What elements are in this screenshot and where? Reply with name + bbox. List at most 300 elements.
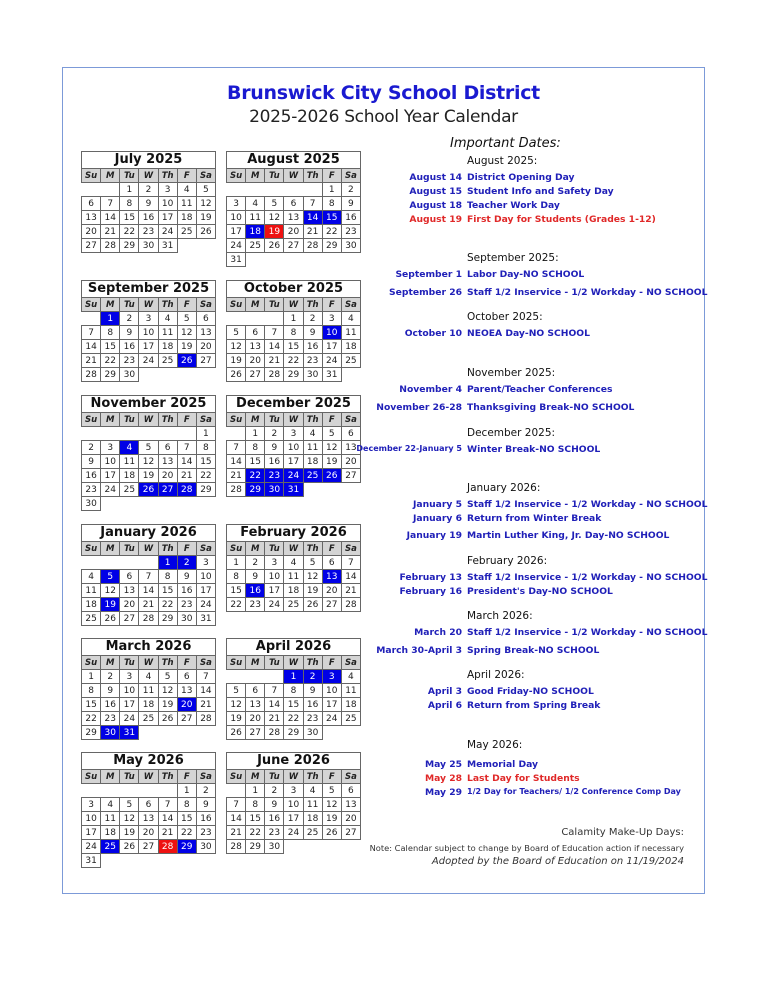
day-cell: 26 (196, 225, 215, 239)
empty-cell (227, 183, 246, 197)
weekday-header: Su (82, 656, 101, 670)
day-cell: 22 (82, 712, 101, 726)
day-cell: 5 (139, 441, 158, 455)
day-cell: 12 (227, 698, 246, 712)
day-cell: 11 (101, 812, 120, 826)
day-cell: 1 (322, 183, 341, 197)
day-cell: 30 (101, 726, 120, 740)
event-date: October 10 (404, 328, 462, 339)
day-cell: 8 (196, 441, 215, 455)
day-cell: 3 (158, 183, 177, 197)
day-cell: 30 (120, 368, 139, 382)
day-cell: 7 (101, 197, 120, 211)
day-cell: 10 (284, 798, 303, 812)
day-cell: 8 (101, 326, 120, 340)
day-cell: 6 (246, 326, 265, 340)
day-cell: 4 (284, 556, 303, 570)
day-cell: 30 (265, 840, 284, 854)
weekday-header: F (322, 656, 341, 670)
month-heading: February 2026: (467, 555, 548, 567)
day-cell: 9 (101, 684, 120, 698)
day-cell: 24 (158, 225, 177, 239)
important-date-item (360, 287, 708, 300)
weekday-header: Sa (196, 169, 215, 183)
month-title: July 2025 (82, 152, 216, 169)
day-cell: 14 (82, 340, 101, 354)
important-date-item (360, 384, 705, 397)
event-description: Student Info and Safety Day (467, 186, 614, 197)
weekday-header: F (322, 770, 341, 784)
important-date-item (360, 186, 705, 199)
day-cell: 6 (177, 670, 196, 684)
weekday-header: Th (303, 413, 322, 427)
day-cell: 14 (227, 455, 246, 469)
weekday-header: Su (227, 413, 246, 427)
day-cell: 23 (265, 826, 284, 840)
day-cell: 12 (120, 812, 139, 826)
day-cell: 13 (284, 211, 303, 225)
important-date-item (360, 269, 705, 282)
event-date: May 25 (424, 759, 462, 770)
day-cell: 9 (303, 684, 322, 698)
day-cell: 10 (227, 211, 246, 225)
day-cell: 18 (284, 584, 303, 598)
weekday-header: M (101, 169, 120, 183)
month-title: October 2025 (227, 281, 361, 298)
month-title: December 2025 (227, 396, 361, 413)
day-cell: 7 (196, 670, 215, 684)
day-cell: 28 (177, 483, 196, 497)
month-heading: May 2026: (467, 739, 523, 751)
day-cell: 27 (158, 483, 177, 497)
empty-cell (120, 784, 139, 798)
weekday-header: M (246, 656, 265, 670)
day-cell: 4 (303, 784, 322, 798)
day-cell: 16 (246, 584, 265, 598)
empty-cell (82, 784, 101, 798)
day-cell: 24 (196, 598, 215, 612)
day-cell: 12 (101, 584, 120, 598)
day-cell: 11 (82, 584, 101, 598)
weekday-header: Th (303, 169, 322, 183)
day-cell: 21 (227, 826, 246, 840)
day-cell: 24 (322, 712, 341, 726)
day-cell: 28 (227, 483, 246, 497)
weekday-header: Sa (341, 169, 360, 183)
day-cell: 27 (341, 826, 360, 840)
weekday-header: Su (227, 656, 246, 670)
empty-cell (177, 726, 196, 740)
empty-cell (227, 670, 246, 684)
empty-cell (246, 670, 265, 684)
day-cell: 3 (139, 312, 158, 326)
event-description: Teacher Work Day (467, 200, 560, 211)
day-cell: 17 (158, 211, 177, 225)
weekday-header: Th (303, 770, 322, 784)
day-cell: 4 (341, 670, 360, 684)
day-cell: 8 (177, 798, 196, 812)
weekday-header: W (139, 169, 158, 183)
weekday-header: Th (158, 542, 177, 556)
day-cell: 21 (101, 225, 120, 239)
weekday-header: Th (303, 656, 322, 670)
event-description: Memorial Day (467, 759, 539, 770)
day-cell: 16 (265, 455, 284, 469)
day-cell: 29 (196, 483, 215, 497)
day-cell: 3 (101, 441, 120, 455)
event-date: November 4 (399, 384, 462, 395)
day-cell: 24 (82, 840, 101, 854)
calendar-february-2026 (226, 524, 361, 612)
empty-cell (196, 497, 215, 511)
day-cell: 16 (303, 698, 322, 712)
event-date: August 15 (409, 186, 462, 197)
weekday-header: W (139, 770, 158, 784)
day-cell: 20 (196, 340, 215, 354)
weekday-header: W (139, 298, 158, 312)
day-cell: 1 (196, 427, 215, 441)
day-cell: 27 (177, 712, 196, 726)
day-cell: 26 (177, 354, 196, 368)
event-date: January 5 (412, 499, 462, 510)
event-description: Last Day for Students (467, 773, 580, 784)
month-title: May 2026 (82, 753, 216, 770)
calendar-october-2025 (226, 280, 361, 382)
important-date-item (360, 686, 705, 699)
empty-cell (322, 840, 341, 854)
day-cell: 9 (139, 197, 158, 211)
weekday-header: W (284, 413, 303, 427)
day-cell: 27 (246, 726, 265, 740)
day-cell: 8 (284, 684, 303, 698)
empty-cell (139, 556, 158, 570)
day-cell: 10 (120, 684, 139, 698)
day-cell: 24 (227, 239, 246, 253)
day-cell: 25 (101, 840, 120, 854)
weekday-header: W (284, 542, 303, 556)
day-cell: 30 (341, 239, 360, 253)
empty-cell (139, 854, 158, 868)
day-cell: 25 (303, 826, 322, 840)
weekday-header: W (139, 542, 158, 556)
day-cell: 15 (322, 211, 341, 225)
event-date: May 29 (424, 787, 462, 798)
day-cell: 11 (284, 570, 303, 584)
weekday-header: F (177, 656, 196, 670)
day-cell: 10 (139, 326, 158, 340)
important-date-item (360, 759, 705, 772)
day-cell: 18 (303, 812, 322, 826)
day-cell: 3 (322, 670, 341, 684)
empty-cell (227, 312, 246, 326)
day-cell: 14 (196, 684, 215, 698)
weekday-header: Su (82, 298, 101, 312)
day-cell: 31 (158, 239, 177, 253)
day-cell: 9 (246, 570, 265, 584)
weekday-header: Tu (265, 770, 284, 784)
weekday-header: Sa (196, 298, 215, 312)
day-cell: 11 (341, 684, 360, 698)
day-cell: 26 (120, 840, 139, 854)
day-cell: 18 (303, 455, 322, 469)
day-cell: 7 (303, 197, 322, 211)
empty-cell (101, 556, 120, 570)
day-cell: 29 (177, 840, 196, 854)
day-cell: 12 (265, 211, 284, 225)
day-cell: 6 (139, 798, 158, 812)
empty-cell (101, 497, 120, 511)
day-cell: 16 (177, 584, 196, 598)
empty-cell (139, 368, 158, 382)
day-cell: 20 (139, 826, 158, 840)
day-cell: 31 (322, 368, 341, 382)
day-cell: 22 (246, 826, 265, 840)
empty-cell (158, 726, 177, 740)
month-heading: August 2025: (467, 155, 538, 167)
day-cell: 17 (139, 340, 158, 354)
event-description: Return from Spring Break (467, 700, 601, 711)
day-cell: 20 (341, 455, 360, 469)
day-cell: 19 (303, 584, 322, 598)
day-cell: 2 (139, 183, 158, 197)
day-cell: 10 (101, 455, 120, 469)
day-cell: 9 (177, 570, 196, 584)
calendar-march-2026 (81, 638, 216, 740)
day-cell: 8 (284, 326, 303, 340)
calendar-april-2026 (226, 638, 361, 740)
day-cell: 10 (284, 441, 303, 455)
important-date-item (360, 172, 705, 185)
day-cell: 7 (227, 441, 246, 455)
day-cell: 28 (265, 368, 284, 382)
weekday-header: Sa (341, 656, 360, 670)
day-cell: 28 (82, 368, 101, 382)
weekday-header: Tu (120, 169, 139, 183)
day-cell: 29 (82, 726, 101, 740)
day-cell: 22 (322, 225, 341, 239)
day-cell: 8 (246, 441, 265, 455)
weekday-header: Su (227, 169, 246, 183)
day-cell: 21 (196, 698, 215, 712)
day-cell: 29 (284, 368, 303, 382)
day-cell: 25 (177, 225, 196, 239)
event-date: April 3 (427, 686, 462, 697)
empty-cell (265, 670, 284, 684)
day-cell: 6 (158, 441, 177, 455)
empty-cell (341, 483, 360, 497)
month-heading: March 2026: (467, 610, 533, 622)
day-cell: 7 (82, 326, 101, 340)
day-cell: 22 (246, 469, 265, 483)
day-cell: 11 (120, 455, 139, 469)
day-cell: 7 (265, 684, 284, 698)
day-cell: 18 (341, 340, 360, 354)
empty-cell (139, 497, 158, 511)
weekday-header: F (322, 542, 341, 556)
day-cell: 13 (341, 441, 360, 455)
day-cell: 17 (322, 340, 341, 354)
weekday-header: W (284, 169, 303, 183)
day-cell: 16 (120, 340, 139, 354)
weekday-header: Tu (120, 298, 139, 312)
weekday-header: W (284, 656, 303, 670)
day-cell: 14 (265, 698, 284, 712)
day-cell: 11 (177, 197, 196, 211)
day-cell: 23 (246, 598, 265, 612)
day-cell: 4 (120, 441, 139, 455)
day-cell: 10 (82, 812, 101, 826)
day-cell: 19 (101, 598, 120, 612)
day-cell: 28 (196, 712, 215, 726)
day-cell: 14 (177, 455, 196, 469)
day-cell: 7 (177, 441, 196, 455)
day-cell: 15 (227, 584, 246, 598)
calendar-may-2026 (81, 752, 216, 868)
important-date-item (360, 499, 708, 512)
day-cell: 10 (196, 570, 215, 584)
day-cell: 16 (196, 812, 215, 826)
empty-cell (177, 854, 196, 868)
day-cell: 16 (139, 211, 158, 225)
important-date-item (360, 214, 705, 227)
event-date: January 6 (412, 513, 462, 524)
important-date-item (360, 513, 705, 526)
empty-cell (120, 497, 139, 511)
day-cell: 8 (246, 798, 265, 812)
day-cell: 20 (322, 584, 341, 598)
empty-cell (158, 368, 177, 382)
weekday-header: Sa (196, 542, 215, 556)
calendar-september-2025 (81, 280, 216, 382)
day-cell: 1 (246, 427, 265, 441)
day-cell: 28 (158, 840, 177, 854)
weekday-header: W (284, 298, 303, 312)
event-date: February 13 (399, 572, 462, 583)
empty-cell (139, 427, 158, 441)
day-cell: 26 (227, 368, 246, 382)
event-date: February 16 (399, 586, 462, 597)
day-cell: 31 (120, 726, 139, 740)
event-description: First Day for Students (Grades 1-12) (467, 214, 656, 225)
month-title: January 2026 (82, 525, 216, 542)
day-cell: 22 (196, 469, 215, 483)
day-cell: 29 (120, 239, 139, 253)
empty-cell (158, 854, 177, 868)
empty-cell (120, 427, 139, 441)
day-cell: 24 (139, 354, 158, 368)
day-cell: 18 (341, 698, 360, 712)
important-date-item (360, 645, 705, 658)
day-cell: 17 (196, 584, 215, 598)
event-description: Spring Break-NO SCHOOL (467, 645, 600, 656)
event-description: Martin Luther King, Jr. Day-NO SCHOOL (467, 530, 670, 541)
empty-cell (177, 427, 196, 441)
day-cell: 31 (227, 253, 246, 267)
day-cell: 9 (265, 798, 284, 812)
day-cell: 27 (196, 354, 215, 368)
day-cell: 17 (82, 826, 101, 840)
day-cell: 27 (120, 612, 139, 626)
day-cell: 18 (120, 469, 139, 483)
day-cell: 9 (341, 197, 360, 211)
important-date-item (360, 700, 705, 713)
day-cell: 14 (227, 812, 246, 826)
day-cell: 12 (322, 798, 341, 812)
day-cell: 3 (196, 556, 215, 570)
day-cell: 25 (139, 712, 158, 726)
day-cell: 10 (322, 684, 341, 698)
empty-cell (120, 556, 139, 570)
empty-cell (265, 253, 284, 267)
weekday-header: F (322, 298, 341, 312)
day-cell: 1 (284, 312, 303, 326)
weekday-header: M (246, 413, 265, 427)
day-cell: 7 (227, 798, 246, 812)
empty-cell (101, 183, 120, 197)
day-cell: 12 (196, 197, 215, 211)
day-cell: 10 (158, 197, 177, 211)
event-description: Staff 1/2 Inservice - 1/2 Workday - NO SCHOOL (467, 499, 708, 510)
day-cell: 5 (101, 570, 120, 584)
weekday-header: Tu (265, 542, 284, 556)
day-cell: 6 (341, 784, 360, 798)
day-cell: 26 (322, 826, 341, 840)
day-cell: 17 (284, 455, 303, 469)
empty-cell (82, 183, 101, 197)
weekday-header: M (246, 770, 265, 784)
day-cell: 19 (322, 812, 341, 826)
empty-cell (246, 183, 265, 197)
event-date: March 20 (414, 627, 462, 638)
day-cell: 16 (82, 469, 101, 483)
day-cell: 2 (82, 441, 101, 455)
empty-cell (341, 840, 360, 854)
day-cell: 28 (227, 840, 246, 854)
weekday-header: F (322, 413, 341, 427)
weekday-header: Su (82, 169, 101, 183)
weekday-header: Tu (120, 413, 139, 427)
empty-cell (341, 726, 360, 740)
day-cell: 6 (284, 197, 303, 211)
day-cell: 16 (341, 211, 360, 225)
month-heading: October 2025: (467, 311, 543, 323)
day-cell: 19 (227, 354, 246, 368)
day-cell: 4 (82, 570, 101, 584)
important-date-item (360, 328, 705, 341)
day-cell: 29 (284, 726, 303, 740)
day-cell: 20 (177, 698, 196, 712)
day-cell: 23 (303, 354, 322, 368)
event-description: Good Friday-NO SCHOOL (467, 686, 594, 697)
event-description: District Opening Day (467, 172, 575, 183)
month-title: August 2025 (227, 152, 361, 169)
day-cell: 25 (120, 483, 139, 497)
important-date-item (360, 586, 705, 599)
day-cell: 5 (322, 784, 341, 798)
day-cell: 7 (265, 326, 284, 340)
day-cell: 24 (120, 712, 139, 726)
day-cell: 17 (322, 698, 341, 712)
weekday-header: Sa (196, 413, 215, 427)
day-cell: 19 (196, 211, 215, 225)
day-cell: 1 (284, 670, 303, 684)
calendar-june-2026 (226, 752, 361, 854)
weekday-header: Tu (265, 169, 284, 183)
day-cell: 6 (246, 684, 265, 698)
day-cell: 19 (158, 698, 177, 712)
day-cell: 17 (101, 469, 120, 483)
day-cell: 11 (303, 441, 322, 455)
